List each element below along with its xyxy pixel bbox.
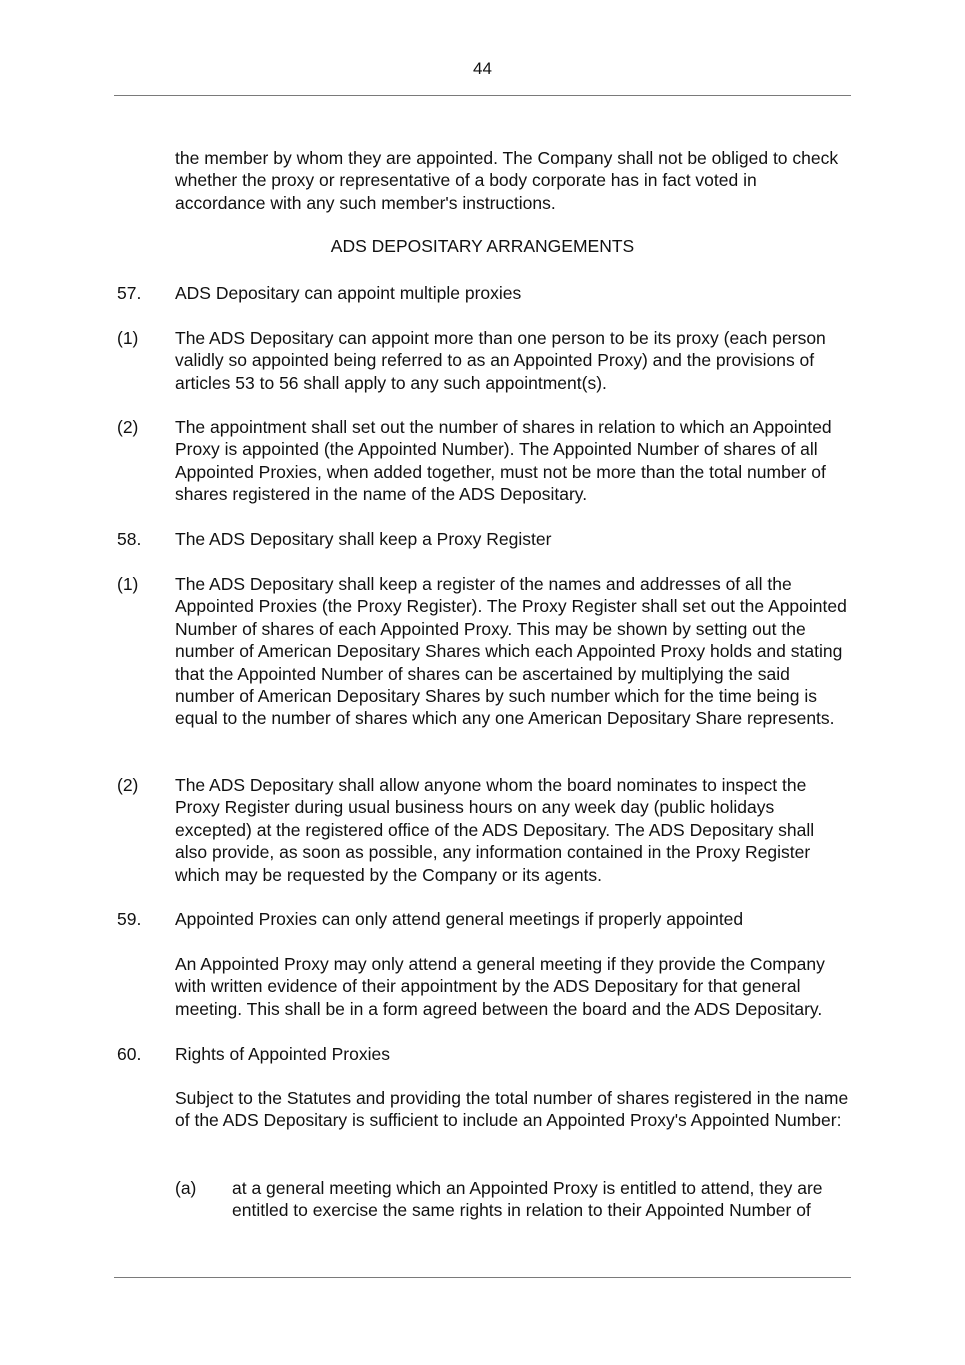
footer-rule: [114, 1277, 851, 1278]
article-60-sub-a-label: (a): [175, 1178, 197, 1198]
article-60-body: Subject to the Statutes and providing the total number of shares registered in the name of the ADS Depositary is sufficient to include an Appointed Proxy's Appointed Number:: [175, 1088, 849, 1131]
article-58-para-1: The ADS Depositary shall keep a register of the names and addresses of all the Appointed Proxies (the Proxy Register). The Proxy Register shall set out the Appointed Number of shares of each Appointed Proxy. This may be shown by setting out the number of American Depositary Shares which each Appointed Proxy holds and stating that the Appointed Number of shares can be ascertained by multiplying the said number of American Depositary Shares by such number which for the time being is equal to the number of shares which any one American Depositary Share represents.: [175, 574, 847, 729]
article-58-para-1-label: (1): [117, 574, 139, 594]
intro-paragraph: the member by whom they are appointed. The Company shall not be obliged to check whether the proxy or representative of a body corporate has in fact voted in accordance with any such member's instructions.: [175, 148, 839, 213]
article-57-title: ADS Depositary can appoint multiple proxies: [175, 283, 522, 303]
article-57-number: 57.: [117, 283, 142, 303]
article-60-number: 60.: [117, 1044, 142, 1064]
article-57-para-1: The ADS Depositary can appoint more than one person to be its proxy (each person validly so appointed being referred to as an Appointed Proxy) and the provisions of articles 53 to 56 shall apply to any such appointment(s).: [175, 328, 826, 393]
article-59-body: An Appointed Proxy may only attend a general meeting if they provide the Company with written evidence of their appointment by the ADS Depositary for that general meeting. This shall be in a form agreed between the board and the ADS Depositary.: [175, 954, 825, 1019]
article-58-para-2-label: (2): [117, 775, 139, 795]
article-58-title: The ADS Depositary shall keep a Proxy Register: [175, 529, 552, 549]
article-58-para-2: The ADS Depositary shall allow anyone whom the board nominates to inspect the Proxy Register during usual business hours on any week day (public holidays excepted) at the registered office of the ADS Depositary. The ADS Depositary shall also provide, as soon as possible, any information contained in the Proxy Register which may be requested by the Company or its agents.: [175, 775, 815, 885]
article-60-sub-a: at a general meeting which an Appointed Proxy is entitled to attend, they are entitled to exercise the same rights in relation to their Appointed Number of: [232, 1178, 823, 1221]
article-59-title: Appointed Proxies can only attend general meetings if properly appointed: [175, 909, 744, 929]
article-57-para-2: The appointment shall set out the number of shares in relation to which an Appointed Proxy is appointed (the Appointed Number). The Appointed Number of shares of all Appointed Proxies, when added together, must not be more than the total number of shares registered in the name of the ADS Depositary.: [175, 417, 832, 505]
article-60-title: Rights of Appointed Proxies: [175, 1044, 390, 1064]
page-number: 44: [473, 59, 492, 78]
article-59-number: 59.: [117, 909, 142, 929]
header-rule: [114, 95, 851, 96]
article-57-para-1-label: (1): [117, 328, 139, 348]
section-heading: ADS DEPOSITARY ARRANGEMENTS: [330, 236, 635, 256]
article-58-number: 58.: [117, 529, 142, 549]
article-57-para-2-label: (2): [117, 417, 139, 437]
